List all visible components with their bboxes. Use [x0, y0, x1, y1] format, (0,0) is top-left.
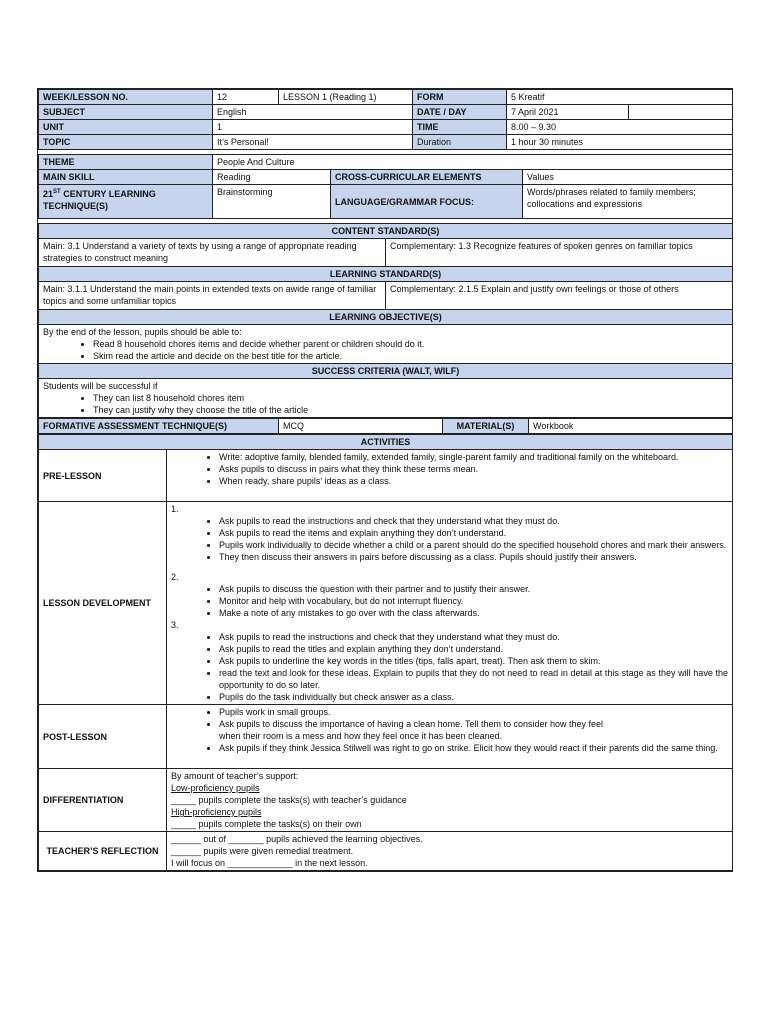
- theme-label: THEME: [39, 155, 213, 170]
- reflection-label: TEACHER’S REFLECTION: [39, 832, 167, 871]
- unit-label: UNIT: [39, 120, 213, 135]
- date-label: DATE / DAY: [413, 105, 507, 120]
- learning-standard-title: LEARNING STANDARD(S): [39, 267, 733, 282]
- skills-table: [38, 154, 733, 219]
- theme-value: People And Culture: [213, 155, 733, 170]
- dev-item: • Pupils work individually to decide whether a child or a parent should do the specified household chores and mark their answers.: [219, 539, 728, 551]
- century-text: CENTURY LEARNING TECHNIQUE(S): [43, 189, 156, 211]
- high-proficiency-heading: High-proficiency pupils: [171, 807, 262, 817]
- dev-item: • Ask pupils to read the titles and explain anything they don’t understand.: [219, 643, 728, 655]
- dev-item: • Ask pupils to read the instructions and check that they understand what they must do.: [219, 631, 728, 643]
- learning-standard-main: Main: 3.1.1 Understand the main points in extended texts on awide range of familiar topics and some unfamiliar topics: [39, 282, 386, 310]
- lesson-development-label: LESSON DEVELOPMENT: [39, 502, 167, 705]
- century-sup: ST: [53, 189, 61, 195]
- content-standard-main: Main: 3.1 Understand a variety of texts by using a range of appropriate reading strategies to construct meaning: [39, 239, 386, 267]
- century-label: [39, 185, 213, 219]
- post-lesson-item: • Ask pupils if they think Jessica Stilwell was right to go on strike. Elicit how they would react if their parents did the same thing.: [219, 742, 728, 754]
- assessment-value: MCQ: [279, 419, 443, 434]
- dev-item: • Ask pupils to discuss the question with their partner and to justify their answer.: [219, 583, 728, 595]
- week-value: 12: [213, 90, 279, 105]
- assessment-label: FORMATIVE ASSESSMENT TECHNIQUE(S): [39, 419, 279, 434]
- lesson-development-body: [167, 502, 733, 705]
- main-skill-label: MAIN SKILL: [39, 170, 213, 185]
- learning-objective-title: LEARNING OBJECTIVE(S): [39, 310, 733, 325]
- material-label: MATERIAL(S): [443, 419, 529, 434]
- step-number: 3.: [171, 620, 179, 630]
- pre-lesson-item: • Asks pupils to discuss in pairs what they think these terms mean.: [219, 463, 728, 475]
- dev-item: • Pupils do the task individually but check answer as a class.: [219, 691, 728, 703]
- reflection-line: ______ pupils were given remedial treatment.: [171, 846, 354, 856]
- post-lesson-body: [167, 705, 733, 769]
- reflection-line: I will focus on _____________ in the next lesson.: [171, 858, 368, 868]
- success-criteria-body: [39, 379, 733, 418]
- grammar-value: Words/phrases related to family members; collocations and expressions: [523, 185, 733, 219]
- century-num: 21: [43, 189, 54, 199]
- dev-item: • Ask pupils to underline the key words in the titles (tips, falls apart, treat). Then ask them to skim.: [219, 655, 728, 667]
- week-label: WEEK/LESSON NO.: [39, 90, 213, 105]
- low-proficiency-text: _____ pupils complete the tasks(s) with teacher’s guidance: [171, 795, 407, 805]
- century-value: Brainstorming: [213, 185, 331, 219]
- date-empty: [629, 105, 733, 120]
- differentiation-body: [167, 769, 733, 832]
- learning-objective-intro: By the end of the lesson, pupils should be able to:: [43, 327, 242, 337]
- post-lesson-item: • Ask pupils to discuss the importance of having a clean home. Tell them to consider how they feel: [219, 718, 728, 730]
- success-criteria-item: • They can justify why they choose the title of the article: [93, 404, 728, 416]
- pre-lesson-item: • When ready, share pupils’ ideas as a class.: [219, 475, 728, 487]
- time-label: TIME: [413, 120, 507, 135]
- high-proficiency-text: _____ pupils complete the tasks(s) on their own: [171, 819, 362, 829]
- reflection-line: ______ out of _______ pupils achieved the learning objectives.: [171, 834, 423, 844]
- content-standard-table: [38, 223, 733, 418]
- duration-label: Duration: [413, 135, 507, 150]
- date-value: 7 April 2021: [507, 105, 629, 120]
- unit-value: 1: [213, 120, 413, 135]
- success-criteria-item: • They can list 8 household chores item: [93, 392, 728, 404]
- low-proficiency-heading: Low-proficiency pupils: [171, 783, 260, 793]
- lesson-plan: [37, 88, 733, 872]
- pre-lesson-label: PRE-LESSON: [39, 450, 167, 502]
- dev-item: • Ask pupils to read the instructions and check that they understand what they must do.: [219, 515, 728, 527]
- cross-curricular-label: CROSS-CURRICULAR ELEMENTS: [331, 170, 523, 185]
- differentiation-label: DIFFERENTIATION: [39, 769, 167, 832]
- grammar-label: LANGUAGE/GRAMMAR FOCUS:: [331, 185, 523, 219]
- differentiation-line: By amount of teacher’s support:: [171, 771, 299, 781]
- subject-value: English: [213, 105, 413, 120]
- activities-title: ACTIVITIES: [39, 435, 733, 450]
- learning-objective-item: • Skim read the article and decide on the best title for the article.: [93, 350, 728, 362]
- dev-item: • Make a note of any mistakes to go over with the class afterwards.: [219, 607, 728, 619]
- success-criteria-intro: Students will be successful if: [43, 381, 158, 391]
- dev-item: • Ask pupils to read the items and explain anything they don’t understand.: [219, 527, 728, 539]
- subject-label: SUBJECT: [39, 105, 213, 120]
- material-value: Workbook: [529, 419, 733, 434]
- content-standard-title: CONTENT STANDARD(S): [39, 224, 733, 239]
- reflection-body: [167, 832, 733, 871]
- form-label: FORM: [413, 90, 507, 105]
- step-number: 1.: [171, 504, 179, 514]
- header-table: [38, 89, 733, 150]
- dev-item: • Monitor and help with vocabulary, but do not interrupt fluency.: [219, 595, 728, 607]
- lesson-value: LESSON 1 (Reading 1): [279, 90, 413, 105]
- dev-item: • They then discuss their answers in pairs before discussing as a class. Pupils should justify their answers.: [219, 551, 728, 563]
- time-value: 8.00 – 9.30: [507, 120, 733, 135]
- content-standard-complementary: Complementary: 1.3 Recognize features of spoken genres on familiar topics: [386, 239, 733, 267]
- learning-objective-item: • Read 8 household chores items and decide whether parent or children should do it.: [93, 338, 728, 350]
- dev-item: • read the text and look for these ideas. Explain to pupils that they do not need to read in detail at this stage as they will have the opportunity to do so later.: [219, 667, 728, 691]
- post-lesson-label: POST-LESSON: [39, 705, 167, 769]
- assessment-table: [38, 418, 733, 434]
- duration-value: 1 hour 30 minutes: [507, 135, 733, 150]
- topic-value: It’s Personal!: [213, 135, 413, 150]
- learning-objective-body: [39, 325, 733, 364]
- topic-label: TOPIC: [39, 135, 213, 150]
- cross-curricular-value: Values: [523, 170, 733, 185]
- step-number: 2.: [171, 572, 179, 582]
- form-value: 5 Kreatif: [507, 90, 733, 105]
- success-criteria-title: SUCCESS CRITERIA (WALT, WILF): [39, 364, 733, 379]
- pre-lesson-item: • Write: adoptive family, blended family, extended family, single-parent family and traditional family on the whiteboard.: [219, 451, 728, 463]
- pre-lesson-body: [167, 450, 733, 502]
- activities-table: [38, 434, 733, 871]
- main-skill-value: Reading: [213, 170, 331, 185]
- learning-standard-complementary: Complementary: 2.1.5 Explain and justify own feelings or those of others: [386, 282, 733, 310]
- post-lesson-item: • Pupils work in small groups.: [219, 706, 728, 718]
- post-lesson-item: when their room is a mess and how they feel once it has been cleaned.: [219, 731, 503, 741]
